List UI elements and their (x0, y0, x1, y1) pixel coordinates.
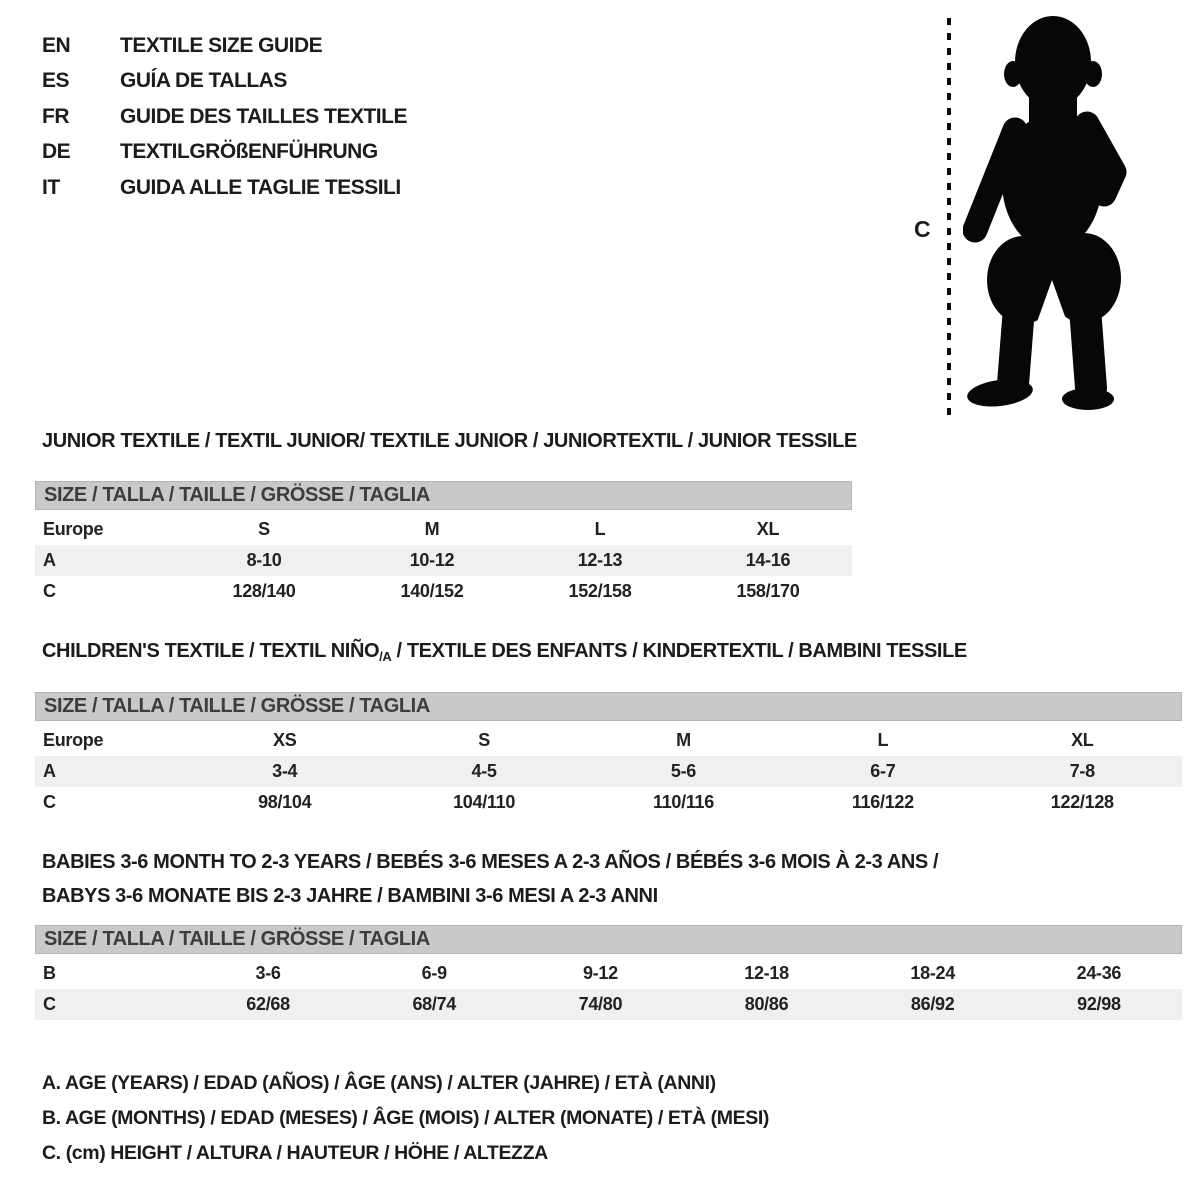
table-cell: 152/158 (568, 581, 632, 601)
language-row (42, 135, 407, 171)
junior-size-table (35, 514, 852, 607)
table-cell: 86/92 (910, 994, 955, 1014)
section-childrens-textile (35, 640, 1182, 818)
table-cell: 80/86 (744, 994, 789, 1014)
table-cell: 4-5 (471, 761, 497, 781)
row-label: A (43, 550, 56, 570)
table-cell: S (258, 519, 270, 539)
table-cell: 116/122 (851, 792, 914, 812)
table-cell: S (478, 730, 490, 750)
table-row (35, 576, 852, 607)
row-label: C (43, 792, 56, 812)
section-title (35, 845, 1182, 913)
table-row (35, 725, 1182, 756)
table-cell: 122/128 (1050, 792, 1114, 812)
language-row (42, 99, 407, 135)
language-title: TEXTILE SIZE GUIDE (120, 33, 323, 57)
measure-label-c: C (914, 216, 931, 242)
section-title-subscript: /A (379, 649, 392, 664)
table-cell: 3-4 (272, 761, 298, 781)
table-cell: XS (272, 730, 297, 750)
language-title-list (42, 28, 407, 206)
table-row (35, 545, 852, 576)
table-cell: 12-18 (744, 963, 789, 983)
table-cell: 98/104 (258, 792, 312, 812)
table-cell: L (877, 730, 889, 750)
table-cell: 68/74 (412, 994, 456, 1014)
section-junior-textile (35, 430, 857, 607)
dashed-measure-line (947, 18, 951, 416)
table-cell: 92/98 (1077, 994, 1121, 1014)
row-label: C (43, 581, 56, 601)
table-cell: 12-13 (577, 550, 623, 570)
language-title: TEXTILGRÖßENFÜHRUNG (120, 140, 378, 164)
table-cell: 7-8 (1069, 761, 1095, 781)
toddler-silhouette-image (963, 12, 1133, 410)
table-cell: 104/110 (453, 792, 516, 812)
legend-line-c: C. (cm) HEIGHT / ALTURA / HAUTEUR / HÖHE / ALTEZZA (42, 1142, 548, 1164)
measurement-legend (42, 1066, 769, 1171)
table-cell: 158/170 (736, 581, 800, 601)
height-measure-figure (900, 0, 1200, 440)
table-cell: XL (1071, 730, 1094, 750)
section-babies-textile (35, 845, 1182, 1020)
size-header-bar: SIZE / TALLA / TAILLE / GRÖSSE / TAGLIA (35, 692, 1182, 721)
language-code: IT (42, 175, 60, 199)
table-row (35, 989, 1182, 1020)
table-row (35, 787, 1182, 818)
row-label: Europe (43, 730, 104, 750)
language-row (42, 64, 407, 100)
table-cell: 62/68 (246, 994, 290, 1014)
legend-line-b: B. AGE (MONTHS) / EDAD (MESES) / ÂGE (MOIS) / ALTER (MONATE) / ETÀ (MESI) (42, 1107, 769, 1129)
section-title (35, 640, 1182, 668)
row-label: Europe (43, 519, 104, 539)
language-code: ES (42, 69, 70, 93)
children-size-table (35, 725, 1182, 818)
language-title: GUÍA DE TALLAS (120, 69, 287, 93)
size-header-bar: SIZE / TALLA / TAILLE / GRÖSSE / TAGLIA (35, 481, 852, 510)
row-label: A (43, 761, 56, 781)
table-cell: M (676, 730, 691, 750)
table-cell: XL (756, 519, 780, 539)
table-cell: L (594, 519, 606, 539)
table-cell: 74/80 (578, 994, 623, 1014)
table-cell: 3-6 (255, 963, 281, 983)
table-row (35, 514, 852, 545)
section-title-line1: BABIES 3-6 MONTH TO 2-3 YEARS / BEBÉS 3-6 MESES A 2-3 AÑOS / BÉBÉS 3-6 MOIS À 2-3 ANS / (42, 851, 939, 873)
table-cell: 8-10 (246, 550, 282, 570)
table-cell: 128/140 (232, 581, 296, 601)
size-header-bar: SIZE / TALLA / TAILLE / GRÖSSE / TAGLIA (35, 925, 1182, 954)
section-title-line2: BABYS 3-6 MONATE BIS 2-3 JAHRE / BAMBINI 3-6 MESI A 2-3 ANNI (42, 885, 658, 907)
table-cell: 24-36 (1076, 963, 1122, 983)
language-code: DE (42, 140, 71, 164)
table-cell: 6-7 (870, 761, 896, 781)
language-code: EN (42, 33, 71, 57)
table-cell: 5-6 (670, 761, 697, 781)
row-label: B (43, 963, 56, 983)
section-title: JUNIOR TEXTILE / TEXTIL JUNIOR/ TEXTILE JUNIOR / JUNIORTEXTIL / JUNIOR TESSILE (42, 430, 857, 452)
section-title-text: CHILDREN'S TEXTILE / TEXTIL NIÑO (42, 640, 380, 662)
table-cell: M (424, 519, 440, 539)
babies-size-table (35, 958, 1182, 1020)
table-cell: 14-16 (745, 550, 791, 570)
language-title: GUIDA ALLE TAGLIE TESSILI (120, 175, 401, 199)
table-cell: 6-9 (421, 963, 447, 983)
language-row (42, 170, 407, 206)
language-row (42, 28, 407, 64)
table-row (35, 958, 1182, 989)
table-cell: 10-12 (409, 550, 455, 570)
table-cell: 18-24 (910, 963, 955, 983)
table-row (35, 756, 1182, 787)
row-label: C (43, 994, 56, 1014)
language-title: GUIDE DES TAILLES TEXTILE (120, 104, 407, 128)
legend-line-a: A. AGE (YEARS) / EDAD (AÑOS) / ÂGE (ANS) / ALTER (JAHRE) / ETÀ (ANNI) (42, 1072, 716, 1094)
table-cell: 110/116 (652, 792, 714, 812)
language-code: FR (42, 104, 69, 128)
table-cell: 9-12 (582, 963, 618, 983)
table-cell: 140/152 (400, 581, 464, 601)
section-title-text: / TEXTILE DES ENFANTS / KINDERTEXTIL / BAMBINI TESSILE (391, 640, 967, 662)
